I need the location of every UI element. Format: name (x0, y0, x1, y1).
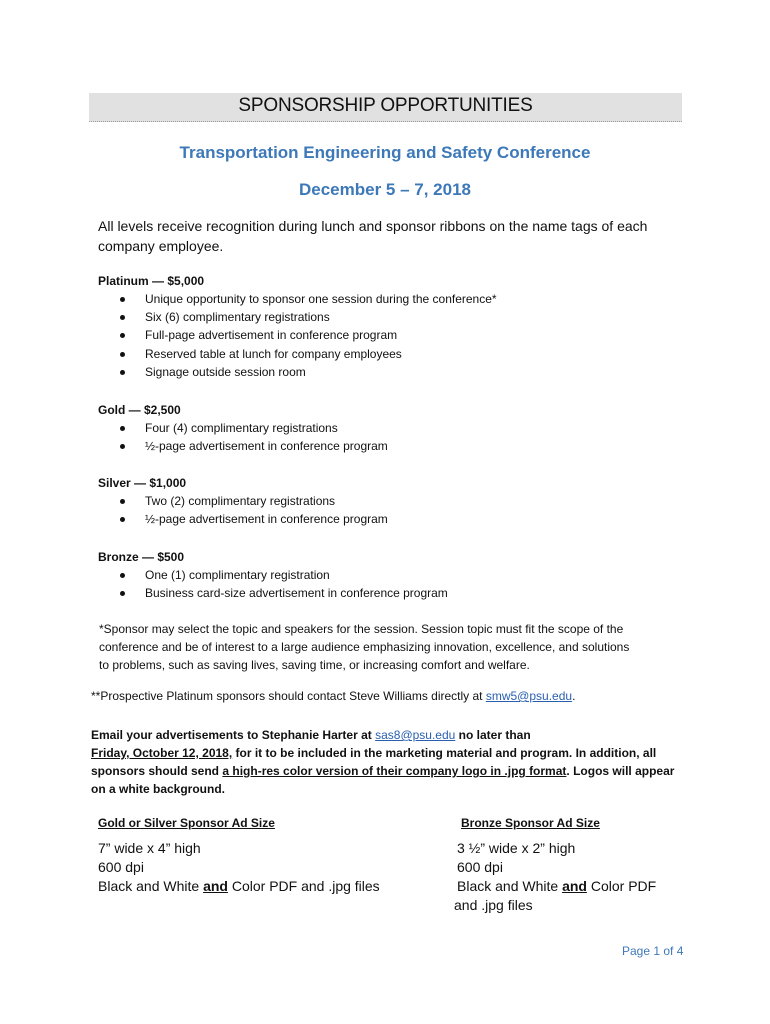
title-band (89, 93, 682, 122)
ad-format: Black and White and Color PDF and .jpg files (98, 878, 380, 894)
tier-silver (98, 474, 658, 528)
tier-heading: Gold — $2,500 (98, 403, 181, 417)
submission-email-link[interactable]: sas8@psu.edu (375, 728, 456, 742)
logo-requirement: a high-res color version of their company logo in .jpg format (222, 764, 567, 778)
gold-silver-ad-size (98, 814, 418, 896)
ad-format-continued: and .jpg files (454, 897, 533, 913)
benefit-item: Business card-size advertisement in conference program (98, 584, 658, 602)
ad-size-heading: Bronze Sponsor Ad Size (461, 816, 600, 830)
benefit-item: ½-page advertisement in conference program (98, 437, 658, 455)
email-instructions: Email your advertisements to Stephanie Harter at sas8@psu.edu no later than Friday, October 12, 2018, for it to be included in the marketing material and program. In addition, all sponsors should send a high-res color version of their company logo in .jpg format. Logos will appear on a white background. (91, 728, 675, 796)
bronze-ad-size (454, 814, 704, 915)
ad-dpi: 600 dpi (457, 859, 503, 875)
tier-platinum (98, 272, 658, 381)
benefit-list (98, 492, 658, 528)
benefit-item: Signage outside session room (98, 363, 658, 381)
benefit-item: Two (2) complimentary registrations (98, 492, 658, 510)
bullet-icon (120, 370, 125, 375)
benefit-list (98, 419, 658, 455)
tier-heading: Platinum — $5,000 (98, 274, 205, 288)
contact-email-link[interactable]: smw5@psu.edu (485, 689, 573, 703)
bullet-icon (120, 591, 125, 596)
bullet-icon (120, 517, 125, 522)
page-number: Page 1 of 4 (622, 944, 684, 958)
tier-heading: Silver — $1,000 (98, 476, 187, 490)
tier-gold (98, 401, 658, 455)
ad-dimensions: 3 ½” wide x 2” high (457, 840, 576, 856)
benefit-item: Full-page advertisement in conference program (98, 326, 658, 344)
bullet-icon (120, 352, 125, 357)
benefit-list (98, 290, 658, 381)
ad-size-heading: Gold or Silver Sponsor Ad Size (98, 816, 275, 830)
tier-bronze (98, 548, 658, 602)
bullet-icon (120, 444, 125, 449)
ad-format: Black and White and Color PDF (457, 878, 657, 894)
ad-dimensions: 7” wide x 4” high (98, 840, 201, 856)
bullet-icon (120, 426, 125, 431)
bullet-icon (120, 297, 125, 302)
platinum-contact: **Prospective Platinum sponsors should contact Steve Williams directly at smw5@psu.edu. (91, 689, 576, 703)
benefit-item: Six (6) complimentary registrations (98, 308, 658, 326)
bullet-icon (120, 573, 125, 578)
session-footnote: *Sponsor may select the topic and speakers for the session. Session topic must fit the scope of the conference and be of interest to a large audience emphasizing innovation, excellence, and solutions to problems, such as saving lives, saving time, or increasing comfort and welfare. (99, 622, 630, 672)
benefit-item: Reserved table at lunch for company employees (98, 345, 658, 363)
ad-dpi: 600 dpi (98, 859, 144, 875)
benefit-list (98, 566, 658, 602)
bullet-icon (120, 333, 125, 338)
bullet-icon (120, 315, 125, 320)
page-title: SPONSORSHIP OPPORTUNITIES (238, 95, 533, 116)
conference-name: Transportation Engineering and Safety Conference (179, 143, 591, 162)
intro-paragraph: All levels receive recognition during lunch and sponsor ribbons on the name tags of each company employee. (98, 218, 648, 254)
benefit-item: One (1) complimentary registration (98, 566, 658, 584)
tier-heading: Bronze — $500 (98, 550, 185, 564)
benefit-item: Unique opportunity to sponsor one session during the conference* (98, 290, 658, 308)
bullet-icon (120, 499, 125, 504)
benefit-item: Four (4) complimentary registrations (98, 419, 658, 437)
deadline-date: Friday, October 12, 2018, (91, 746, 233, 760)
conference-date: December 5 – 7, 2018 (298, 180, 471, 199)
benefit-item: ½-page advertisement in conference program (98, 510, 658, 528)
